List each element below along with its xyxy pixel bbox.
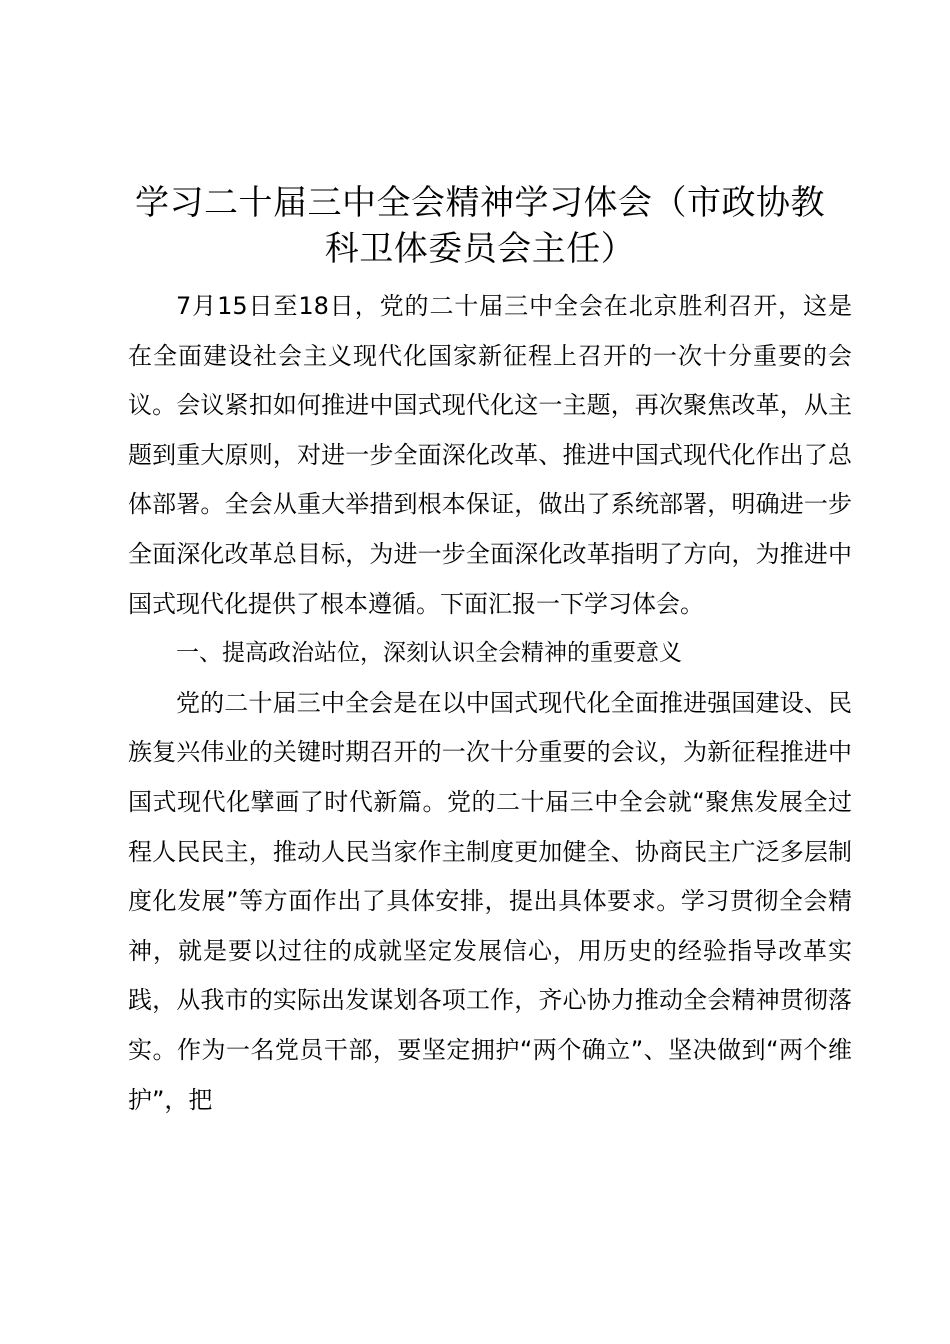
document-title: 学习二十届三中全会精神学习体会（市政协教科卫体委员会主任） [135, 183, 825, 269]
paragraph-section-1: 党的二十届三中全会是在以中国式现代化全面推进强国建设、民族复兴伟业的关键时期召开的一次十分重要的会议，为新征程推进中国式现代化擘画了时代新篇。党的二十届三中全会就“聚焦发展全过程人民民主，推动人民当家作主制度更加健全、协商民主广泛多层制度化发展”等方面作出了具体安排，提出具体要求。学习贯彻全会精神，就是要以过往的成就坚定发展信心，用历史的经验指导改革实践，从我市的实际出发谋划各项工作，齐心协力推动全会精神贯彻落实。作为一名党员干部，要坚定拥护“两个确立”、坚决做到“两个维护”，把 [128, 688, 852, 1114]
document-body [128, 282, 852, 1125]
section-heading-1: 一、提高政治站位，深刻认识全会精神的重要意义 [176, 640, 682, 667]
paragraph-intro: 7月15日至18日，党的二十届三中全会在北京胜利召开，这是在全面建设社会主义现代化国家新征程上召开的一次十分重要的会议。会议紧扣如何推进中国式现代化这一主题，再次聚焦改革，从主题到重大原则，对进一步全面深化改革、推进中国式现代化作出了总体部署。全会从重大举措到根本保证，做出了系统部署，明确进一步全面深化改革总目标，为进一步全面深化改革指明了方向，为推进中国式现代化提供了根本遵循。下面汇报一下学习体会。 [128, 292, 852, 618]
